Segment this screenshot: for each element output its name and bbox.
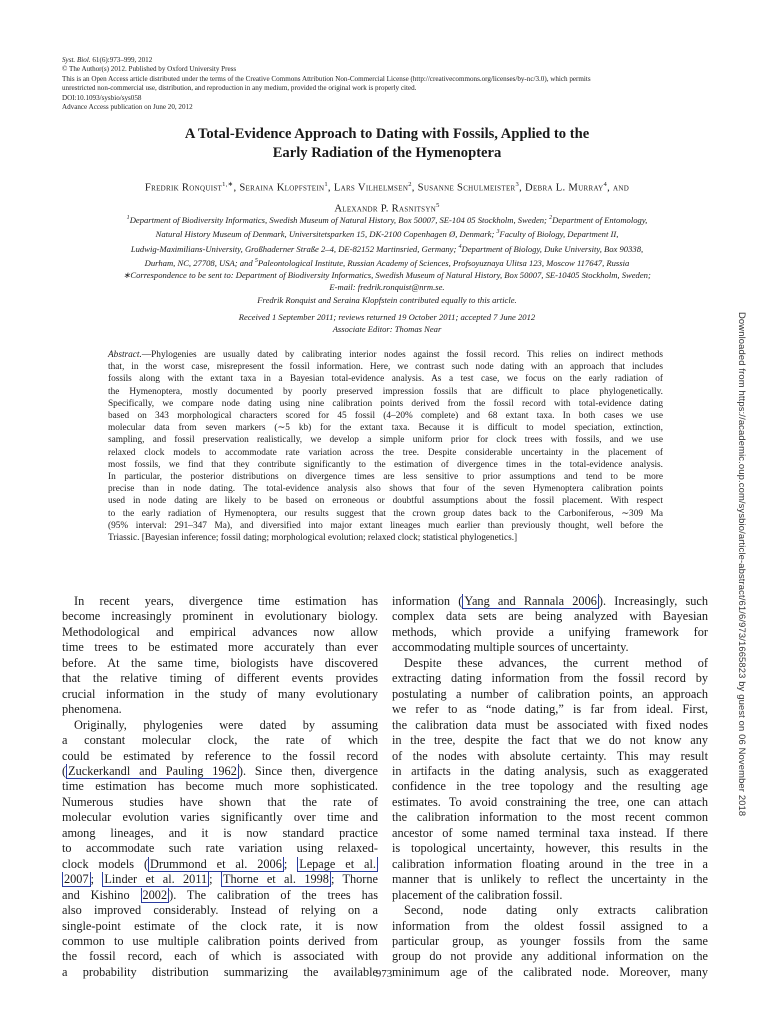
text-line [392,949,708,964]
text-line [62,733,378,748]
abstract-line [108,508,663,520]
affiliations [62,212,712,306]
text-run: calibration information floating around in the tree in a [392,856,708,871]
abstract-text: used in node dating are likely to be based on erroneous or doubtful assumptions about the fossil placement. With respect [108,496,663,507]
text-run: could be estimated by reference to the fossil record [62,748,378,763]
text-line [392,779,708,794]
text-run: confidence in the tree topology and the resulting age [392,779,708,794]
received-line: Received 1 September 2011; reviews returned 19 October 2011; accepted 7 June 2012 [238,312,536,322]
text-run: ). Increasingly, such [598,594,708,608]
received-dates [62,312,712,335]
abstract-text: most fossils, we find that they contribute significantly to the estimation of divergence times in the total-evidence analysis. [108,459,663,470]
text-line [392,749,708,764]
abstract-text: (95% interval: 291–347 Ma), and diversified into major extant lineages much earlier than previously thought, well before the [108,520,663,531]
text-line [62,609,378,624]
abstract-text: that, in the worst case, misrepresent the fossil information. Here, we contrast such node dating with an approach that includes [108,362,663,373]
journal-name: Syst. Biol. [62,56,91,64]
text-line [392,903,708,918]
text-run: that the relative timing of different events provides [62,671,378,686]
text-run: in artifacts in the dating analysis, such as exaggerated [392,763,708,778]
abstract-text: relaxed clock models to accommodate rate variation across the tree. Despite considerable uncertainty in the placement of [108,447,663,458]
text-line [392,609,708,624]
affiliation-line: $^1$Department of Biodiversity Informatics, Swedish Museum of Natural History, Box 50007, SE-104 05 Stockholm, Sweden; $^2$Department of Entomology, [126,214,648,225]
text-line [392,826,708,841]
text-line [62,903,378,918]
text-line [392,888,708,903]
text-line [392,795,708,810]
text-run: ; [90,872,103,887]
text-run: information from the oldest fossil assigned to a [392,918,708,933]
abstract-text: fossils along with the extant taxa in a Bayesian total-evidence analysis. As a test case, we focus on the early radiation of [108,374,663,385]
email-line[interactable]: E-mail: fredrik.ronquist@nrm.se. [329,282,445,293]
text-run: the calibration data must be associated with fixed nodes [392,717,708,732]
text-run: postulating a number of calibration points, an approach [392,686,708,701]
text-run: Despite these advances, the current method of [404,655,708,670]
citation-link[interactable]: Lepage et al. [299,856,376,871]
journal-volume: 61(6):973–999, 2012 [92,56,153,64]
text-run: estimates. To avoid constraining the tree, one can attach [392,794,708,809]
text-run: of the nodes with absolute certainty. This may result [392,748,708,763]
abstract-text: precise than in node dating. The total-evidence analysis also shows that four of the seven Hymenoptera calibration points [108,484,663,495]
text-line [392,764,708,779]
advance-access: Advance Access publication on June 20, 2012 [62,103,193,112]
text-line [392,625,708,640]
text-line [62,857,378,872]
text-line [392,718,708,733]
abstract-line [108,386,663,398]
text-line [62,810,378,825]
equal-contribution-note: Fredrik Ronquist and Seraina Klopfstein contributed equally to this article. [257,294,517,305]
abstract-line [108,532,663,544]
abstract-line [108,483,663,495]
text-run: in the tree, despite the fact that we do not know any [392,733,708,748]
text-run: minimum age of the calibrated node. Moreover, many [392,964,708,979]
text-run: and Kishino [62,887,141,902]
text-line [62,718,378,733]
text-run: In recent years, divergence time estimation has [74,594,378,608]
text-run: ; [209,872,221,887]
text-run: clock models ( [62,856,149,871]
journal-citation [62,56,722,65]
abstract-label: Abstract. [108,350,142,360]
text-line [392,733,708,748]
associate-editor: Associate Editor: Thomas Near [332,323,442,334]
citation-link[interactable]: Zuckerkandl and Pauling 1962 [68,763,237,778]
abstract-line [108,434,663,446]
doi[interactable]: DOI:10.1093/sysbio/sys058 [62,93,142,102]
text-line [62,934,378,949]
text-run: methods, which provide a unifying framework for [392,624,708,639]
text-run: to accommodate such rate variation using relaxed- [62,841,378,856]
correspondence-line: ∗Correspondence to be sent to: Department of Biodiversity Informatics, Swedish Museum of Natural History, Box 50007, SE-10405 Stockholm, Sweden; [123,270,651,281]
abstract-text: to the early radiation of Hymenoptera, our results suggest that the crown group dates back to the Carboniferous, ∼309 Ma [108,508,663,519]
citation-link[interactable]: 2007 [64,872,89,887]
download-watermark [736,312,750,872]
text-run: ( [62,763,67,778]
text-run: ). Since then, divergence [238,763,378,778]
authors-line-1: Fredrik Ronquist$^{1,∗}$, Seraina Klopfstein$^1$, Lars Vilhelmsen$^2$, Susanne Schulmeister$^3$, Debra L. Murray$^4$, and [144,181,630,194]
abstract-line [108,410,663,422]
license-line-2: unrestricted non-commercial use, distribution, and reproduction in any medium, provided the original work is properly cited. [62,84,417,93]
abstract-line [108,471,663,483]
text-line [62,640,378,655]
text-run: common to use multiple calibration points derived from [62,933,378,948]
text-line [62,687,378,702]
text-run: is topological uncertainty, however, this results in the [392,841,708,856]
text-line [392,640,708,655]
text-line [62,656,378,671]
authors-line-2: Alexandr P. Rasnitsyn$^5$ [334,201,440,215]
page-number: 973 [375,968,393,980]
text-line [392,702,708,717]
text-line [392,857,708,872]
text-run: complex data sets are being analyzed with Bayesian [392,609,708,624]
text-run: a probability distribution summarizing the available [62,964,378,979]
text-line [62,702,378,717]
abstract-line [108,447,663,459]
body-column-left [62,594,378,980]
text-line [62,625,378,640]
affiliation-line: Natural History Museum of Denmark, Universitetsparken 15, DK-2100 Copenhagen Ø, Denmark; $^3$Faculty of Biology, Department II, [155,229,619,240]
text-line [62,949,378,964]
citation-link[interactable]: Drummond et al. 2006 [150,856,282,871]
text-line [62,841,378,856]
abstract-line [108,349,663,361]
text-run: become increasingly prominent in evolutionary biology. [62,609,378,624]
text-line [62,779,378,794]
text-run: we refer to as “node dating,” is far from ideal. First, [392,702,708,717]
text-run: before. At the same time, biologists have discovered [62,655,378,670]
text-run: Originally, phylogenies were dated by assuming [74,717,378,732]
abstract-text: sampling, and fossil preservation realistically, we develop a simple uniform prior for clock trees with fossils, and we use [108,435,663,446]
license-line-1: This is an Open Access article distributed under the terms of the Creative Commons Attribution Non-Commercial License (http://creativecommons.org/licenses/by-nc/3.0), which permits [62,74,591,83]
article-title [62,125,712,163]
text-line [392,810,708,825]
text-line [62,872,378,887]
abstract-text: —Phylogenies are usually dated by calibrating interior nodes against the fossil record. This relies on indirect methods [141,350,663,360]
body-column-right [392,594,708,980]
text-run: group do not provide any additional information on the [392,949,708,964]
journal-header [62,56,722,112]
citation-link[interactable]: Yang and Rannala 2006 [464,594,597,608]
text-run: the fossil record, each of which is associated with [62,949,378,964]
text-line [62,594,378,609]
text-line [392,872,708,887]
copyright-line: © The Author(s) 2012. Published by Oxford University Press [62,65,237,74]
abstract-text: based on 343 morphological characters scored for 45 fossil (4–20% complete) and 68 extant taxa. In both cases we use [108,411,663,422]
abstract-line [108,520,663,532]
abstract-line [108,422,663,434]
citation-link[interactable]: 2002 [142,887,168,902]
text-run: Second, node dating only extracts calibration [404,903,708,918]
download-watermark-text: Downloaded from https://academic.oup.com/sysbio/article-abstract/61/6/973/1665823 by guest on 06 November 2018 [737,312,748,817]
text-line [392,594,708,609]
abstract-line [108,398,663,410]
text-run: Numerous studies have shown that the rate of [62,794,378,809]
text-line [392,919,708,934]
abstract-line [108,373,663,385]
text-run: ; Thorne [330,872,378,887]
text-run: ). The calibration of the trees has [169,887,378,902]
citation-link[interactable]: Thorne et al. 1998 [222,872,329,887]
text-line [62,749,378,764]
title-line-2: Early Radiation of the Hymenoptera [272,145,502,161]
abstract-text: Triassic. [Bayesian inference; fossil dating; morphological evolution; relaxed clock; statistical phylogenetics.] [108,533,518,544]
text-run: Methodological and empirical advances now allow [62,624,378,639]
text-run: accommodating multiple sources of uncertainty. [392,640,629,655]
abstract [108,349,663,544]
text-run: particular group, as younger fossils from the same [392,933,708,948]
text-run: ancestor of some named terminal taxa instead. If there [392,825,708,840]
affiliation-line: Durham, NC, 27708, USA; and $^5$Paleontological Institute, Russian Academy of Sciences, Profsoyuznaya Ulitsa 123, Moscow 117647, Russia [144,257,630,268]
text-run: also improved considerably. Instead of relying on a [62,903,378,918]
abstract-line [108,459,663,471]
text-run: extracting dating information from the fossil record by [392,671,708,686]
abstract-line [108,495,663,507]
text-run: a constant molecular clock, the rate of which [62,733,378,748]
text-run: manner that is unlikely to reflect the uncertainty in the [392,872,708,887]
text-line [62,795,378,810]
citation-link[interactable]: Linder et al. 2011 [104,872,208,887]
abstract-line [108,361,663,373]
text-line [62,764,378,779]
text-run: crucial information in the study of many evolutionary [62,686,378,701]
abstract-text: molecular data from seven markers (∼5 kb) for the extant taxa. Because it is difficult to model speciation, extinction, [108,423,663,434]
affiliation-line: Ludwig-Maximilians-University, Großhaderner Straße 2–4, DE-82152 Martinsried, Germany; $^4$Department of Biology, Duke University, Box 90338, [130,243,644,254]
text-run: placement of the calibration fossil. [392,887,563,902]
abstract-text: In particular, the posterior distributions on divergence times are less sensitive to prior assumptions and tend to be more [108,472,663,483]
text-run: ; [283,856,298,871]
text-run: single-point estimate of the clock rate, it is now [62,918,378,933]
text-line [62,671,378,686]
text-run: molecular evolution varies significantly over time and [62,810,378,825]
text-line [392,656,708,671]
text-line [392,934,708,949]
text-run: information ( [392,594,463,608]
author-list [62,176,712,217]
abstract-text: the Hymenoptera, mostly documented by poorly preserved impression fossils that are difficult to place phylogenetically. [108,386,663,397]
text-run: time trees to be estimated more accurately than ever [62,640,378,655]
text-line [62,919,378,934]
abstract-text: Specifically, we compare node dating using nine calibration points derived from the fossil record with total-evidence dating [108,398,663,409]
text-run: among lineages, and it is now standard practice [62,825,378,840]
text-line [62,826,378,841]
text-line [392,687,708,702]
text-run: phenomena. [62,702,122,717]
text-line [392,671,708,686]
title-line-1: A Total-Evidence Approach to Dating with Fossils, Applied to the [184,126,590,142]
text-run: time estimation has become much more sophisticated. [62,779,378,794]
text-line [62,888,378,903]
text-line [392,841,708,856]
text-run: the calibration information to the most recent common [392,810,708,825]
